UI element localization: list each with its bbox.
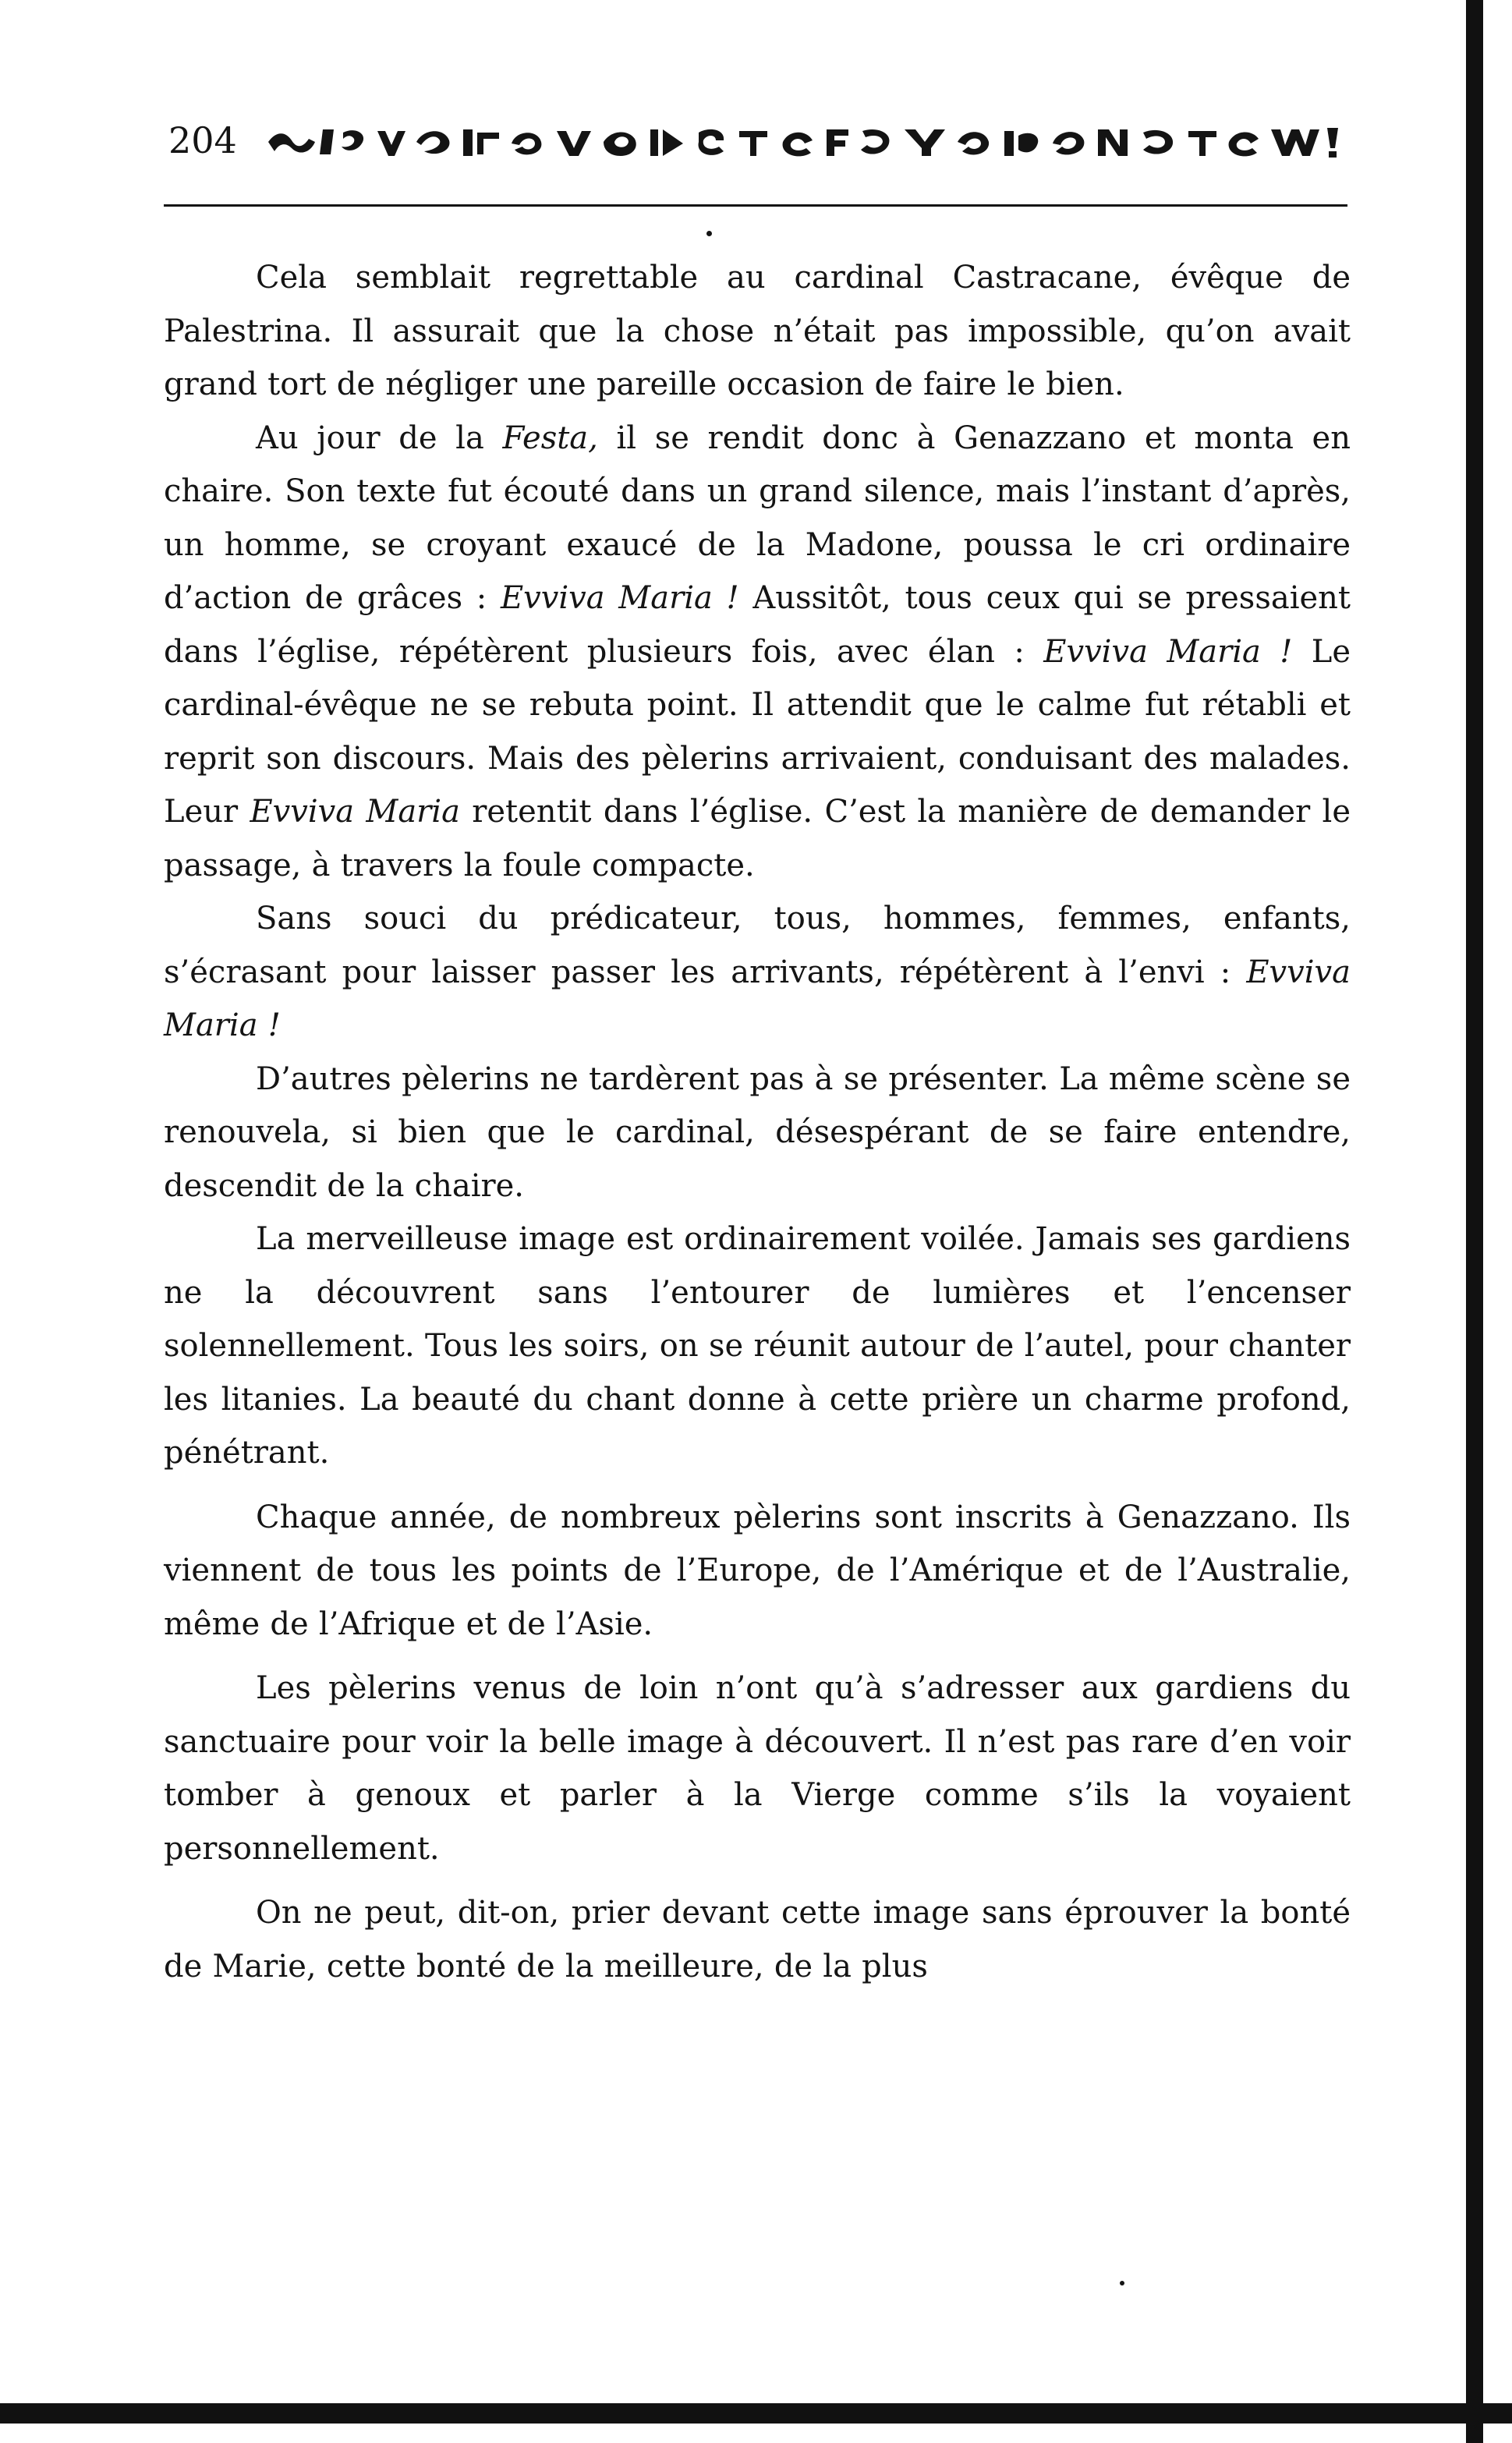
body-text bbox=[164, 251, 1351, 1993]
italic-phrase: Evviva Maria ! bbox=[1043, 633, 1293, 670]
paragraph: Au jour de la Festa, il se rendit donc à Genazzano et monta en chaire. Son texte fut écouté dans un grand silence, mais l’instant d’après, un homme, se croyant exaucé de la Madone, poussa le cri ordinaire d’action de grâces : Evviva Maria ! Aussitôt, tous ceux qui se pressaient dans l’église, répétèrent plusieurs fois, avec élan : Evviva Maria ! Le cardinal-évêque ne se rebuta point. Il attendit que le calme fut rétabli et reprit son discours. Mais des pèlerins arrivaient, conduisant des malades. Leur Evviva Maria retentit dans l’église. C’est la manière de demander le passage, à travers la foule compacte. bbox=[164, 420, 1351, 883]
decorative-header-ornament bbox=[268, 125, 1346, 159]
scan-margin bbox=[1455, 0, 1512, 2443]
page-number: 204 bbox=[168, 119, 237, 161]
italic-phrase: Festa, bbox=[502, 420, 598, 456]
paragraph: On ne peut, dit-on, prier devant cette image sans éprouver la bonté de Marie, cette bonté de la meilleure, de la plus bbox=[164, 1895, 1351, 1984]
italic-phrase: Evviva Maria bbox=[250, 794, 460, 830]
paragraph: Sans souci du prédicateur, tous, hommes, femmes, enfants, s’écrasant pour laisser passer les arrivants, répétèrent à l’envi : Evviva Maria ! bbox=[164, 901, 1351, 1043]
print-speck bbox=[1120, 2281, 1124, 2285]
italic-phrase: Evviva Maria ! bbox=[164, 954, 1351, 1043]
paragraph: Chaque année, de nombreux pèlerins sont inscrits à Genazzano. Ils viennent de tous les points de l’Europe, de l’Amérique et de l’Australie, même de l’Afrique et de l’Asie. bbox=[164, 1499, 1351, 1642]
paragraph: Cela semblait regrettable au cardinal Castracane, évêque de Palestrina. Il assurait que la chose n’était pas impossible, qu’on avait grand tort de négliger une pareille occasion de faire le bien. bbox=[164, 260, 1351, 402]
scan-edge-right bbox=[1466, 0, 1483, 2443]
running-head bbox=[168, 114, 1346, 168]
paragraph: Les pèlerins venus de loin n’ont qu’à s’adresser aux gardiens du sanctuaire pour voir la belle image à découvert. Il n’est pas rare d’en voir tomber à genoux et parler à la Vierge comme s’ils la voyaient personnellement. bbox=[164, 1670, 1351, 1867]
paragraph: D’autres pèlerins ne tardèrent pas à se présenter. La même scène se renouvela, si bien que le cardinal, désespérant de se faire entendre, descendit de la chaire. bbox=[164, 1060, 1351, 1204]
paragraph: La merveilleuse image est ordinairement voilée. Jamais ses gardiens ne la découvrent sans l’entourer de lumières et l’encenser solennellement. Tous les soirs, on se réunit autour de l’autel, pour chanter les litanies. La beauté du chant donne à cette prière un charme profond, pénétrant. bbox=[164, 1221, 1351, 1471]
scan-edge-bottom bbox=[0, 2403, 1512, 2424]
italic-phrase: Evviva Maria ! bbox=[500, 580, 739, 616]
print-speck bbox=[706, 231, 712, 236]
header-rule bbox=[164, 204, 1347, 207]
